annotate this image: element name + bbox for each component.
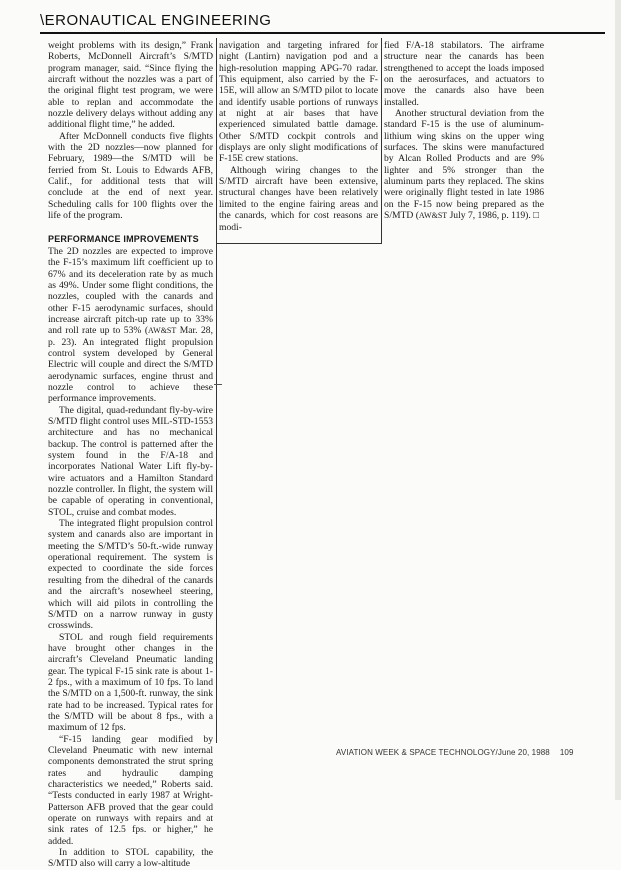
publication-line: AVIATION WEEK & SPACE TECHNOLOGY/June 20, 1988	[336, 748, 550, 757]
column-divider-right	[381, 38, 382, 243]
page-edge	[615, 0, 621, 800]
paragraph	[48, 246, 213, 405]
paragraph: weight problems with its design,” Frank Roberts, McDonnell Aircraft’s S/MTD program manager, said. “Since flying the aircraft without the nozzles was a part of the original flight test program, we were able to replan and accommodate the nozzle delivery delays without adding any additional flight time,” he added.	[48, 40, 213, 131]
column-divider-left	[216, 38, 217, 743]
paragraph: After McDonnell conducts five flights with the 2D nozzles—now planned for February, 1989—the S/MTD will be ferried from St. Louis to Edwards AFB, Calif., for additional tests that will conclude at the end of next year. Scheduling calls for 100 flights over the life of the program.	[48, 130, 213, 222]
paragraph: STOL and rough field requirements have brought other changes in the aircraft’s Cleveland Pneumatic landing gear. The typical F-15 sink rate is about 1-2 fps., with a maximum of 10 fps. To land the S/MTD on a 1,500-ft. runway, the sink rate had to be increased. Typical rates for the S/MTD will be about 8 fps., with a maximum of 12 fps.	[48, 631, 213, 734]
paragraph: The digital, quad-redundant fly-by-wire S/MTD flight control uses MIL-STD-1553 architecture and has no mechanical backup. The control is patterned after the system found in the F/A-18 and incorporates National Water Lift fly-by-wire actuators and a Hamilton Standard nozzle controller. In flight, the system will be capable of operating in conventional, STOL, cruise and combat modes.	[48, 404, 213, 518]
paragraph: Although wiring changes to the S/MTD aircraft have been extensive, structural changes have been relatively limited to the engine fairing areas and the canards, which for cost reasons are modi-	[219, 164, 378, 233]
page-number: 109	[559, 748, 574, 757]
journal-abbrev: AW&ST	[418, 211, 448, 221]
paragraph-text: Mar. 28, p. 23). An integrated flight propulsion control system developed by General Electric will couple and direct the S/MTD aerodynamic surfaces, engine thrust and nozzle control to achieve these performance improvements.	[48, 325, 213, 405]
header-rule	[40, 32, 605, 34]
paragraph-text: The 2D nozzles are expected to improve the F-15’s maximum lift coefficient up to 67% and its deceleration rate by as much as 49%. Under some flight conditions, the nozzles, coupled with the canards and other F-15 aerodynamic surfaces, should increase aircraft pitch-up rate up to 33% and roll rate up to 53% (	[48, 245, 213, 337]
column-3	[384, 40, 544, 222]
paragraph: “F-15 landing gear modified by Cleveland Pneumatic with new internal components demonstrated the strut spring rates and hydraulic damping characteristics we needed,” Roberts said. “Tests conducted in early 1987 at Wright-Patterson AFB proved that the gear could operate on runways with repairs and at sink rates of 12.5 fps. or higher,” he added.	[48, 733, 213, 847]
paragraph	[384, 108, 544, 221]
column-2	[219, 40, 378, 233]
paragraph-text: Another structural deviation from the standard F-15 is the use of aluminum-lithium wing skins on the upper wing surfaces. The skins were manufactured by Alcan Rolled Products and are 9% lighter and 5% stronger than the aluminum parts they replaced. The skins were originally flight tested in late 1986 on the F-15 now being prepared as the S/MTD (	[384, 108, 544, 222]
margin-tick	[214, 384, 222, 385]
paragraph: The integrated flight propulsion control system and canards also are important in meeting the S/MTD’s 50-ft.-wide runway operational requirement. The system is expected to coordinate the side forces resulting from the dihedral of the canards and the aircraft’s nosewheel steering, which will aid pilots in controlling the S/MTD on a narrow runway in gusty crosswinds.	[48, 518, 213, 632]
paragraph-text: July 7, 1986, p. 119). □	[447, 210, 539, 222]
paragraph: In addition to STOL capability, the S/MTD also will carry a low-altitude	[48, 847, 213, 870]
column-end-rule	[216, 243, 382, 244]
paragraph: navigation and targeting infrared for night (Lantirn) navigation pod and a high-resolution mapping APG-70 radar. This equipment, also carried by the F-15E, will allow an S/MTD pilot to locate and identify usable portions of runways at night at air bases that have experienced simulated battle damage. Other S/MTD cockpit controls and displays are only slight modifications of F-15E crew stations.	[219, 40, 378, 165]
section-heading: PERFORMANCE IMPROVEMENTS	[48, 233, 199, 244]
journal-abbrev: AW&ST	[148, 326, 177, 336]
section-header: \ERONAUTICAL ENGINEERING	[40, 12, 272, 29]
column-1	[48, 40, 213, 870]
paragraph: fied F/A-18 stabilators. The airframe structure near the canards has been strengthened to accept the loads imposed on the aerosurfaces, and actuators to move the canards also have been installed.	[384, 40, 544, 108]
page-footer	[336, 748, 574, 757]
